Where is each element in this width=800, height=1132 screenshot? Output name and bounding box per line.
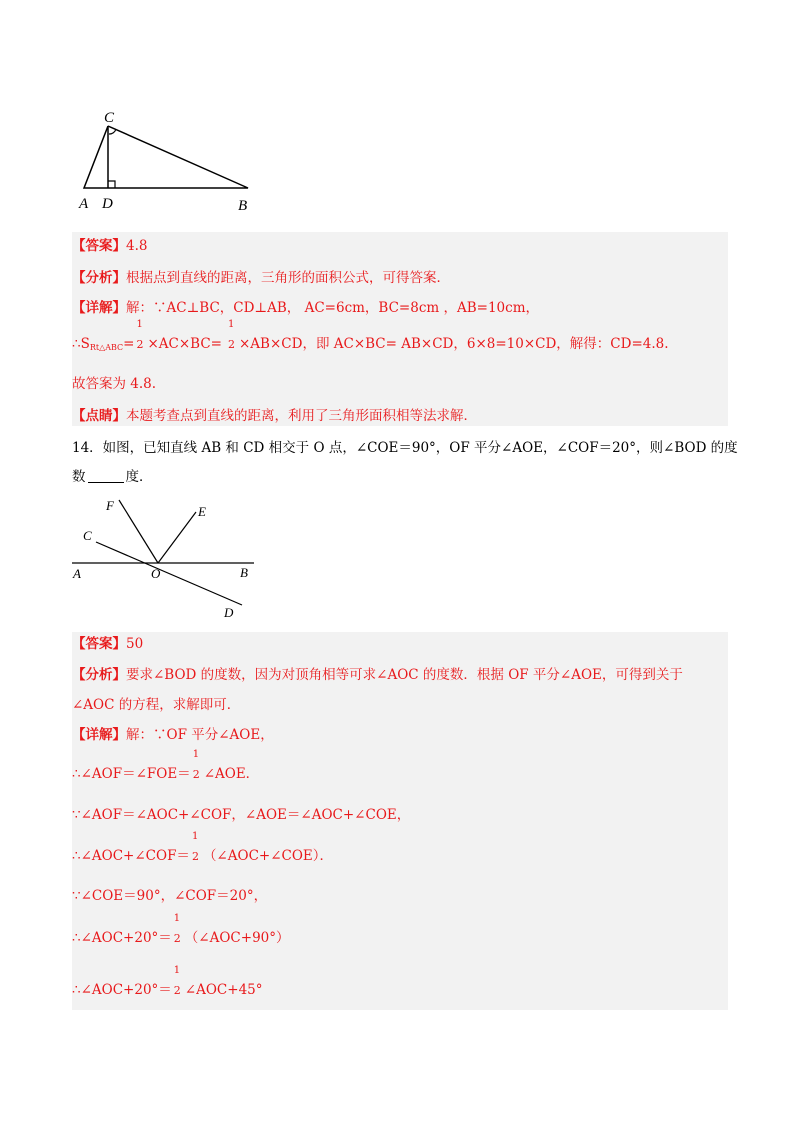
label-c: C (83, 528, 92, 543)
label-b: B (238, 198, 248, 214)
comment-line: 【点睛】本题考查点到直线的距离，利用了三角形面积相等法求解． (72, 408, 477, 424)
step-2: ∵∠AOF＝∠AOC+∠COF，∠AOE＝∠AOC+∠COE， (72, 807, 411, 823)
label-b: B (240, 565, 248, 580)
label-a: A (73, 566, 81, 581)
label-a: A (79, 196, 89, 212)
formula-line: $\therefore S_{Rt\triangle ABC}=$ 1 2 ×AC×BC= 1 2 ×AB×CD，即 AC×BC= AB×CD，6×8=10×CD，解得：CD=4.8. (72, 319, 669, 352)
fraction-half: 1 2 (173, 913, 181, 945)
label-f: F (106, 498, 114, 513)
detail-line: 【详解】解：∵OF 平分∠AOE， (72, 727, 274, 743)
step-5: ∴∠AOC+20°＝ 1 2 （∠AOC+90°） (72, 913, 290, 946)
fraction-half: 1 2 (192, 749, 200, 781)
label-d: D (224, 605, 234, 620)
fraction-half: 1 2 (173, 965, 181, 997)
triangle-figure (76, 104, 266, 216)
conclusion-line: 故答案为 4.8. (72, 376, 157, 392)
fraction-half: 1 2 (191, 831, 199, 863)
angle-figure (72, 496, 262, 624)
answer-line: 【答案】4.8 (72, 238, 148, 254)
solution-box-2 (72, 632, 728, 1010)
label-o: O (151, 566, 161, 581)
step-6: ∴∠AOC+20°＝ 1 2 ∠AOC+45° (72, 965, 263, 998)
question-14-line1: 14．如图，已知直线 AB 和 CD 相交于 O 点，∠COE＝90°，OF 平分∠AOE，∠COF＝20°，则∠BOD 的度 (72, 440, 738, 456)
solution-box-1 (72, 232, 728, 426)
fraction-half: 1 2 (136, 319, 144, 351)
label-d: D (102, 196, 113, 212)
detail-line: 【详解】解：∵AC⊥BC，CD⊥AB， AC=6cm，BC=8cm ，AB=10cm， (72, 300, 540, 316)
analysis-line: 【分析】根据点到直线的距离，三角形的面积公式，可得答案． (72, 270, 450, 286)
step-4: ∵∠COE＝90°，∠COF＝20°， (72, 888, 268, 904)
label-c: C (104, 110, 115, 126)
answer-line: 【答案】50 (72, 636, 144, 652)
step-1: ∴∠AOF＝∠FOE＝ 1 2 ∠AOE． (72, 749, 260, 782)
fraction-half: 1 2 (228, 319, 235, 351)
question-14-line2: 数 度． (72, 469, 153, 485)
analysis-line-2: ∠AOC 的方程，求解即可． (72, 697, 241, 713)
label-e: E (198, 504, 206, 519)
analysis-line: 【分析】要求∠BOD 的度数，因为对顶角相等可求∠AOC 的度数．根据 OF 平分∠AOE，可得到关于 (72, 667, 683, 683)
answer-blank (88, 468, 124, 483)
step-3: ∴∠AOC+∠COF＝ 1 2 （∠AOC+∠COE）． (72, 831, 334, 864)
